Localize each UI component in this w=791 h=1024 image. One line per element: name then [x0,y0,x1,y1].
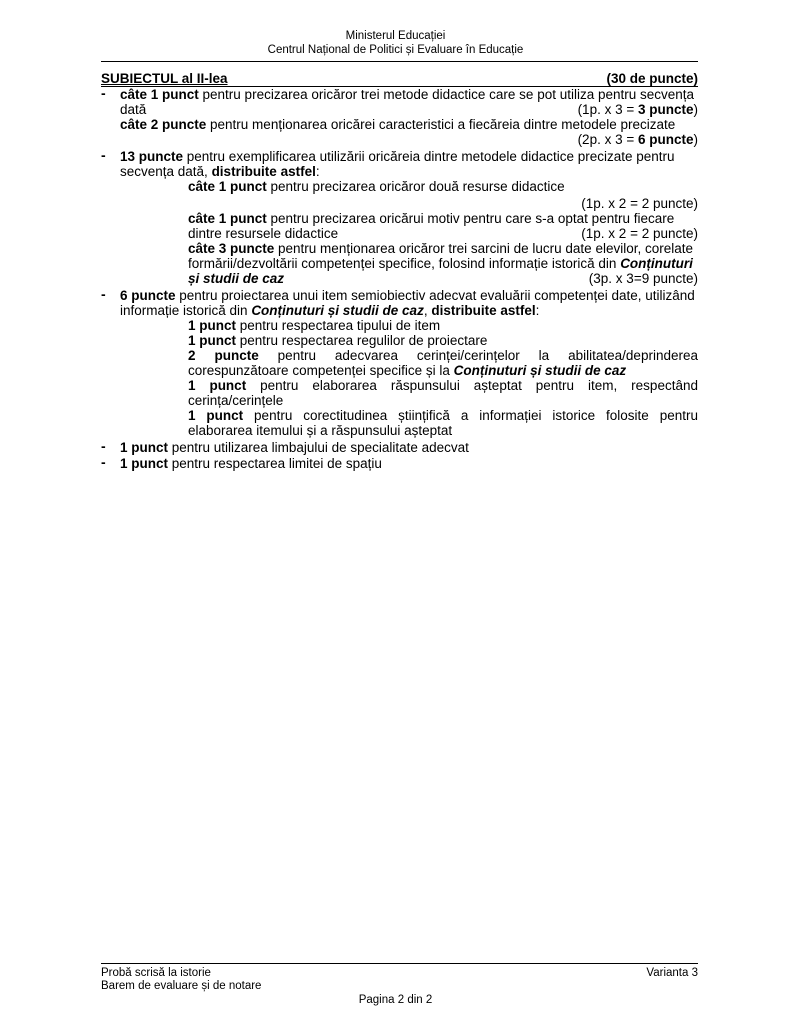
footer-variant: Varianta 3 [646,967,698,979]
item3-sub3-line2: corespunzătoare competenței specifice și la Conținuturi și studii de caz [188,363,627,378]
footer-exam: Probă scrisă la istorie [101,967,211,979]
item3-sub5-cont: elaborarea itemului și a răspunsului așteptat [188,423,453,438]
item3-sub4-cont: cerința/cerințele [188,393,284,408]
item1-line3: câte 2 puncte pentru menționarea oricărei caracteristici a fiecăreia dintre metodele precizate [120,117,676,132]
item2-sub3-calc: (3p. x 3=9 puncte) [588,271,698,286]
item1-line1: câte 1 punct pentru precizarea oricăror trei metode didactice care se pot utiliza pentru secvența [120,87,695,102]
item3-sub1: 1 punct pentru respectarea tipului de item [188,318,441,333]
item4-line: 1 punct pentru utilizarea limbajului de specialitate adecvat [120,440,469,455]
item3-sub5: 1 punct pentru corectitudinea științifică a informației istorice folosite pentru [188,408,698,423]
item2-sub2: câte 1 punct pentru precizarea oricărui motiv pentru care s-a optat pentru fiecare [188,211,675,226]
item2-sub2-calc: (1p. x 2 = 2 puncte) [581,226,698,241]
item1-line2: dată [120,102,147,117]
subject-points: (30 de puncte) [606,71,698,86]
item2-sub2-cont: dintre resursele didactice [188,226,339,241]
item5-line: 1 punct pentru respectarea limitei de spațiu [120,456,382,471]
item3-line1: 6 puncte pentru proiectarea unui item semiobiectiv adecvat evaluării competenței date, utilizând [120,288,695,303]
item2-sub3-line3: și studii de caz [188,271,285,286]
item3-sub2: 1 punct pentru respectarea regulilor de proiectare [188,333,488,348]
bullet-dash: - [101,286,106,302]
item3-sub4: 1 punct pentru elaborarea răspunsului așteptat pentru item, respectând [188,378,698,393]
item3-line2: informație istorică din Conținuturi și studii de caz, distribuite astfel: [120,303,540,318]
header-ministry: Ministerul Educației [345,30,446,42]
bullet-dash: - [101,85,106,101]
item2-sub3-line2: formării/dezvoltării competenței specifice, folosind informație istorică din Conținuturi [188,256,693,271]
item3-sub3: 2 puncte pentru adecvarea cerinței/cerințelor la abilitatea/deprinderea [188,348,698,363]
item2-line2: secvența dată, distribuite astfel: [120,164,320,179]
item1-calc: (1p. x 3 = 3 puncte) [577,102,698,117]
bullet-dash: - [101,454,106,470]
item2-sub1: câte 1 punct pentru precizarea oricăror două resurse didactice [188,179,565,194]
item2-sub3: câte 3 puncte pentru menționarea oricăror trei sarcini de lucru date elevilor, corelate [188,241,693,256]
footer-divider [101,963,698,964]
header-divider [101,61,698,62]
header-center: Centrul Național de Politici și Evaluare în Educație [267,44,524,56]
bullet-dash: - [101,147,106,163]
subject-title: SUBIECTUL al II-lea [101,71,228,86]
item2-line1: 13 puncte pentru exemplificarea utilizării oricăreia dintre metodele didactice precizate pentru [120,149,675,164]
item2-sub1-calc: (1p. x 2 = 2 puncte) [581,196,698,211]
footer-barem: Barem de evaluare și de notare [101,980,262,992]
item1-calc2: (2p. x 3 = 6 puncte) [577,132,698,147]
footer-page-number: Pagina 2 din 2 [358,994,433,1006]
bullet-dash: - [101,438,106,454]
